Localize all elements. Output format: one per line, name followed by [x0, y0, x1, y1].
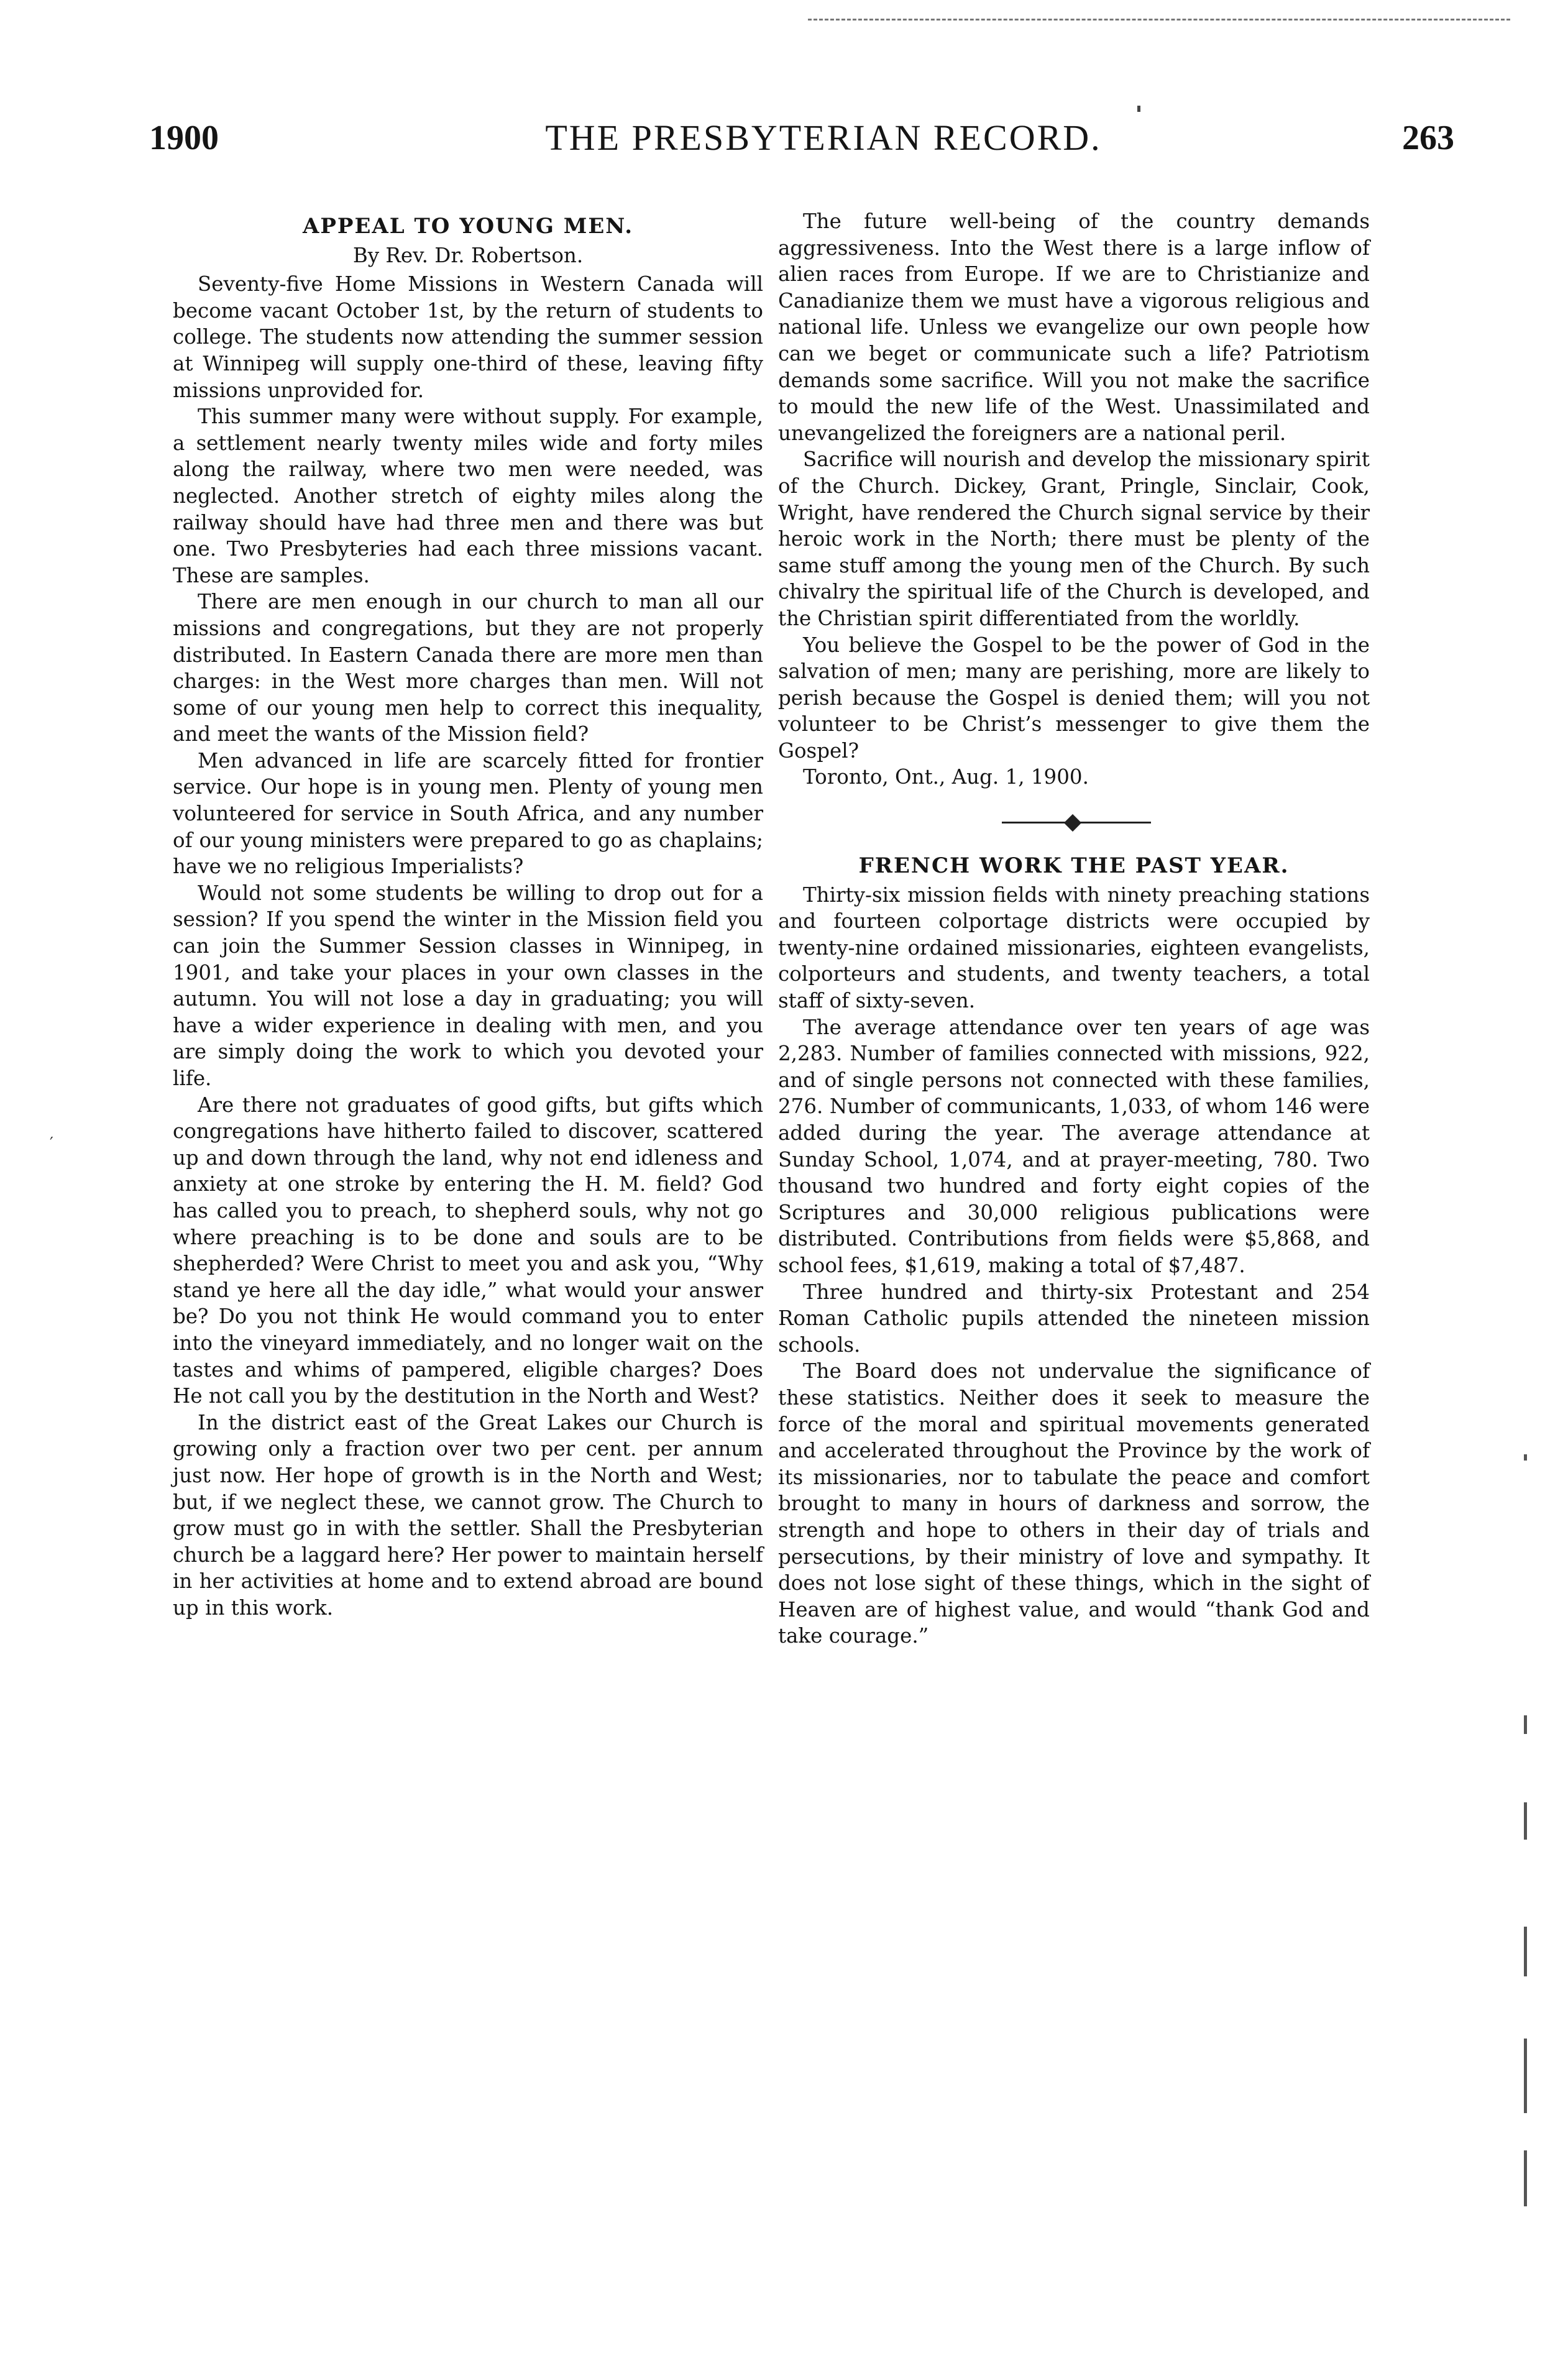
paragraph: Sacrifice will nourish and develop the missionary spirit of the Church. Dickey, Grant, Pringle, Sinclair, Cook, Wright, have rendered the Church signal service by their heroic work in the North; there must be plenty of the same stuff among the young men of the Church. By such chivalry the spiritual life of the Church is developed, and the Christian spirit differentiated from the worldly.: [778, 447, 1370, 630]
edge-speck: [1524, 1715, 1527, 1734]
edge-speck: [1524, 1454, 1527, 1461]
page-header: [149, 112, 1454, 168]
right-column: [778, 208, 1370, 1649]
paragraph: Would not some students be willing to drop out for a session? If you spend the winter in the Mission field you can join the Summer Session classes in Winnipeg, in 1901, and take your places in your own classes in the autumn. You will not lose a day in graduating; you will have a wider experience in dealing with men, and you are simply doing the work to which you devoted your life.: [173, 881, 763, 1090]
edge-speck: [1524, 1802, 1527, 1840]
header-year: 1900: [149, 119, 219, 157]
divider-ornament: [1064, 814, 1081, 832]
edge-speck: [1524, 1927, 1527, 1976]
paragraph: Three hundred and thirty-six Protestant and 254 Roman Catholic pupils attended the nineteen mission schools.: [778, 1280, 1370, 1357]
paragraph: Men advanced in life are scarcely fitted for frontier service. Our hope is in young men. Plenty of young men volunteered for service in South Africa, and any number of our young ministers were prepared to go as chaplains; have we no religious Imperialists?: [173, 748, 763, 879]
publication-title: THE PRESBYTERIAN RECORD.: [545, 117, 1102, 158]
top-rule: [808, 19, 1510, 21]
paragraph: There are men enough in our church to man all our missions and congregations, but they are not properly distributed. In Eastern Canada there are more men than charges: in the West more charges than men. Will not some of our young men help to correct this inequality, and meet the wants of the Mission field?: [173, 590, 763, 746]
paragraph: The Board does not undervalue the significance of these statistics. Neither does it seek to measure the force of the moral and spiritual movements generated and accelerated throughout the Province by the work of its missionaries, nor to tabulate the peace and comfort brought to many in hours of darkness and sorrow, the strength and hope to others in their day of trials and persecutions, by their ministry of love and sympathy. It does not lose sight of these things, which in the sight of Heaven are of highest value, and would “thank God and take courage.”: [778, 1359, 1370, 1648]
paragraph: The average attendance over ten years of age was 2,283. Number of families connected with missions, 922, and of single persons not connected with these families, 276. Number of communicants, 1,033, of whom 146 were added during the year. The average attendance at Sunday School, 1,074, and at prayer-meeting, 780. Two thousand two hundred and forty eight copies of the Scriptures and 30,000 religious publications were distributed. Contributions from fields were $5,868, and school fees, $1,619, making a total of $7,487.: [778, 1015, 1370, 1277]
margin-mark: ′: [50, 1134, 53, 1153]
article-title: FRENCH WORK THE PAST YEAR.: [858, 853, 1290, 879]
paragraph: In the district east of the Great Lakes our Church is growing only a fraction over two per cent. per annum just now. Her hope of growth is in the North and West; but, if we neglect these, we cannot grow. The Church to grow must go in with the settler. Shall the Presbyterian church be a laggard here? Her power to maintain herself in her activities at home and to extend abroad are bound up in this work.: [173, 1410, 763, 1620]
page-number: 263: [1402, 119, 1454, 157]
article-dateline: Toronto, Ont., Aug. 1, 1900.: [803, 765, 1089, 789]
article-byline: By Rev. Dr. Robertson.: [352, 243, 584, 267]
paragraph: The future well-being of the country demands aggressiveness. Into the West there is a large inflow of alien races from Europe. If we are to Christianize and Canadianize them we must have a vigorous religious and national life. Unless we evangelize our own people how can we beget or communicate such a life? Patriotism demands some sacrifice. Will you not make the sacrifice to mould the new life of the West. Unassimilated and unevangelized the foreigners are a national peril.: [778, 209, 1370, 445]
section-divider: [778, 809, 1370, 837]
paragraph: This summer many were without supply. For example, a settlement nearly twenty miles wide and forty miles along the railway, where two men were needed, was neglected. Another stretch of eighty miles along the railway should have had three men and there was but one. Two Presbyteries had each three missions vacant. These are samples.: [173, 405, 763, 587]
ink-speck: [1137, 106, 1140, 112]
left-column: [173, 208, 763, 1621]
article-title: APPEAL TO YOUNG MEN.: [302, 214, 634, 239]
edge-speck: [1524, 2150, 1527, 2206]
edge-speck: [1524, 2039, 1527, 2113]
paragraph: You believe the Gospel to be the power of God in the salvation of men; many are perishing, more are likely to perish because the Gospel is denied them; will you not volunteer to be Christ’s messenger to give them the Gospel?: [778, 633, 1370, 763]
paragraph: Are there not graduates of good gifts, but gifts which congregations have hitherto failed to discover, scattered up and down through the land, why not end idleness and anxiety at one stroke by entering the H. M. field? God has called you to preach, to shepherd souls, why not go where preaching is to be done and souls are to be shepherded? Were Christ to meet you and ask you, “Why stand ye here all the day idle,” what would your answer be? Do you not think He would command you to enter into the vineyard immediately, and no longer wait on the tastes and whims of pampered, eligible charges? Does He not call you by the destitution in the North and West?: [173, 1093, 763, 1408]
paragraph: Thirty-six mission fields with ninety preaching stations and fourteen colportage districts were occupied by twenty-nine ordained missionaries, eighteen evangelists, colporteurs and students, and twenty teachers, a total staff of sixty-seven.: [778, 883, 1370, 1013]
paragraph: Seventy-five Home Missions in Western Canada will become vacant October 1st, by the return of students to college. The students now attending the summer session at Winnipeg will supply one-third of these, leaving fifty missions unprovided for.: [173, 272, 763, 402]
